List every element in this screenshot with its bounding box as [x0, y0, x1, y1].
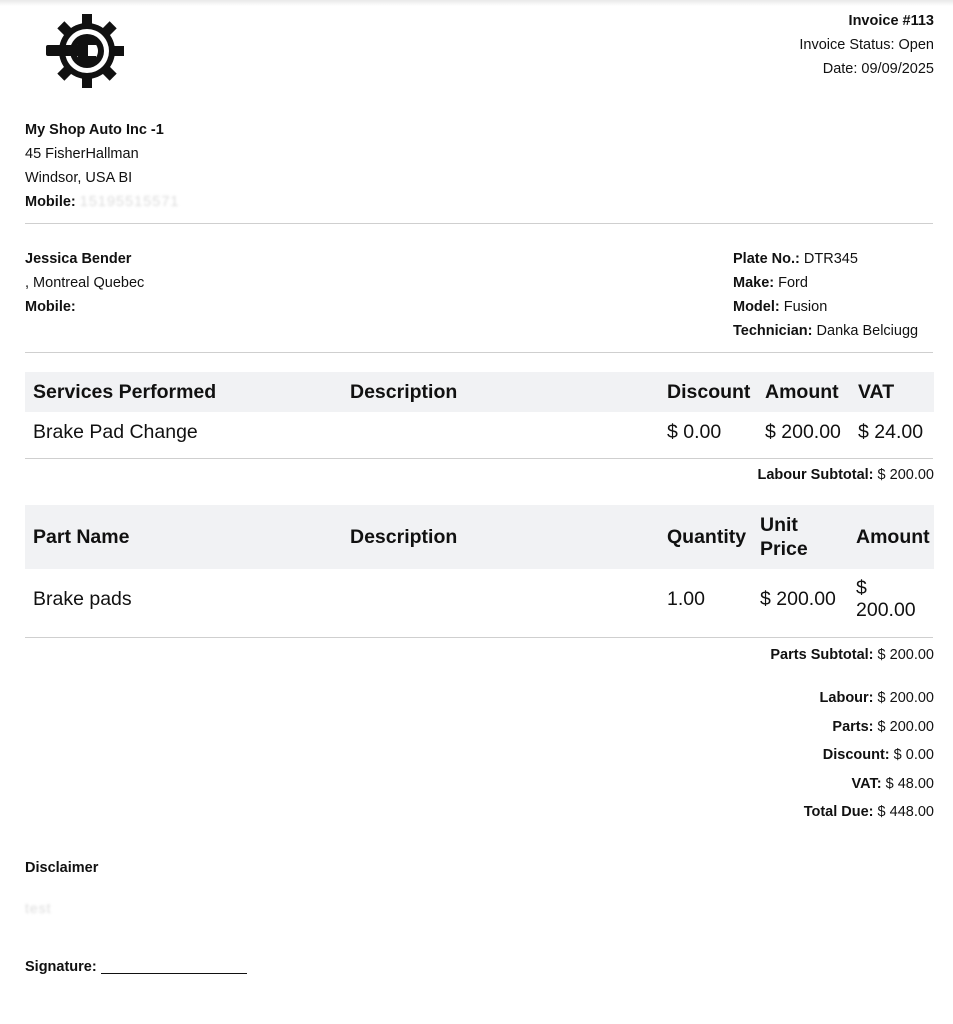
total-vat	[804, 770, 934, 799]
invoice-status: Invoice Status: Open	[799, 37, 934, 53]
signature-label: Signature:	[25, 959, 97, 975]
total-parts-value: $ 200.00	[877, 718, 934, 735]
total-labour-value: $ 200.00	[877, 690, 934, 706]
labour-subtotal-label: Labour Subtotal:	[757, 467, 874, 483]
vehicle-make	[733, 271, 918, 295]
labour-subtotal	[758, 467, 934, 483]
labour-subtotal-value: $ 200.00	[877, 467, 934, 483]
disclaimer-title: Disclaimer	[25, 860, 99, 876]
customer-mobile-label: Mobile:	[25, 299, 76, 315]
header-part-name: Part Name	[33, 526, 130, 548]
total-vat-value: $ 48.00	[885, 775, 934, 792]
invoice-header	[799, 9, 934, 81]
make-value: Ford	[778, 275, 808, 291]
invoice-number: Invoice #113	[848, 13, 934, 29]
total-labour	[804, 684, 934, 713]
gear-wrench-icon	[44, 12, 130, 90]
parts-subtotal-label: Parts Subtotal:	[770, 647, 874, 663]
part-amount-value: 200.00	[856, 599, 916, 621]
technician-label: Technician:	[733, 323, 813, 339]
parts-subtotal	[770, 647, 934, 663]
services-table-header	[25, 372, 934, 412]
service-vat: $ 24.00	[858, 421, 924, 443]
totals-block	[804, 684, 934, 827]
total-discount	[804, 741, 934, 770]
shop-info	[25, 118, 180, 214]
parts-table	[25, 505, 934, 637]
total-vat-label: VAT:	[851, 775, 882, 792]
customer-info	[25, 247, 144, 319]
customer-name: Jessica Bender	[25, 251, 132, 267]
header-amount: Amount	[856, 526, 930, 548]
total-discount-label: Discount:	[822, 747, 890, 764]
vehicle-model	[733, 295, 918, 319]
header-discount: Discount	[667, 381, 751, 403]
total-parts	[804, 713, 934, 742]
signature	[25, 959, 247, 975]
total-due-label: Total Due:	[803, 804, 874, 821]
disclaimer-text: test	[25, 900, 52, 916]
total-discount-value: $ 0.00	[893, 747, 934, 764]
header-description: Description	[350, 526, 458, 548]
model-label: Model:	[733, 299, 780, 315]
shop-mobile-label: Mobile:	[25, 194, 76, 210]
signature-line	[101, 973, 247, 974]
make-label: Make:	[733, 275, 775, 291]
invoice-date: Date: 09/09/2025	[822, 61, 934, 77]
divider	[25, 637, 933, 638]
parts-subtotal-value: $ 200.00	[877, 647, 934, 663]
header-services-performed: Services Performed	[33, 381, 217, 403]
vehicle-info	[733, 247, 918, 343]
shop-name: My Shop Auto Inc -1	[25, 122, 164, 138]
header-quantity: Quantity	[667, 526, 747, 548]
total-parts-label: Parts:	[832, 718, 874, 735]
total-labour-label: Labour:	[819, 690, 874, 706]
service-name: Brake Pad Change	[33, 421, 198, 443]
table-row	[25, 569, 934, 637]
services-table	[25, 372, 934, 458]
technician-value: Danka Belciugg	[816, 323, 919, 339]
service-discount: $ 0.00	[667, 421, 722, 443]
total-due-value: $ 448.00	[877, 804, 934, 821]
service-amount: $ 200.00	[765, 421, 841, 443]
header-unit: Unit	[760, 514, 798, 536]
shop-mobile-value: 15195515571	[79, 194, 180, 210]
shop-city: Windsor, USA BI	[25, 170, 133, 186]
header-description: Description	[350, 381, 458, 403]
parts-table-header	[25, 505, 934, 569]
part-unit-price: $ 200.00	[760, 588, 836, 610]
customer-location: , Montreal Quebec	[25, 275, 145, 291]
part-name: Brake pads	[33, 588, 132, 610]
divider	[25, 223, 933, 224]
table-row	[25, 412, 934, 458]
part-amount-symbol: $	[856, 577, 867, 599]
divider	[25, 352, 933, 353]
vehicle-technician	[733, 319, 918, 343]
top-shadow	[0, 0, 953, 6]
total-due	[804, 798, 934, 827]
header-vat: VAT	[858, 381, 895, 403]
shop-mobile	[25, 190, 180, 214]
plate-label: Plate No.:	[733, 251, 800, 267]
divider	[25, 458, 933, 459]
plate-value: DTR345	[803, 251, 858, 267]
header-price: Price	[760, 538, 808, 560]
part-quantity: 1.00	[667, 588, 705, 610]
model-value: Fusion	[783, 299, 828, 315]
vehicle-plate	[733, 247, 918, 271]
shop-address: 45 FisherHallman	[25, 146, 139, 162]
header-amount: Amount	[765, 381, 839, 403]
